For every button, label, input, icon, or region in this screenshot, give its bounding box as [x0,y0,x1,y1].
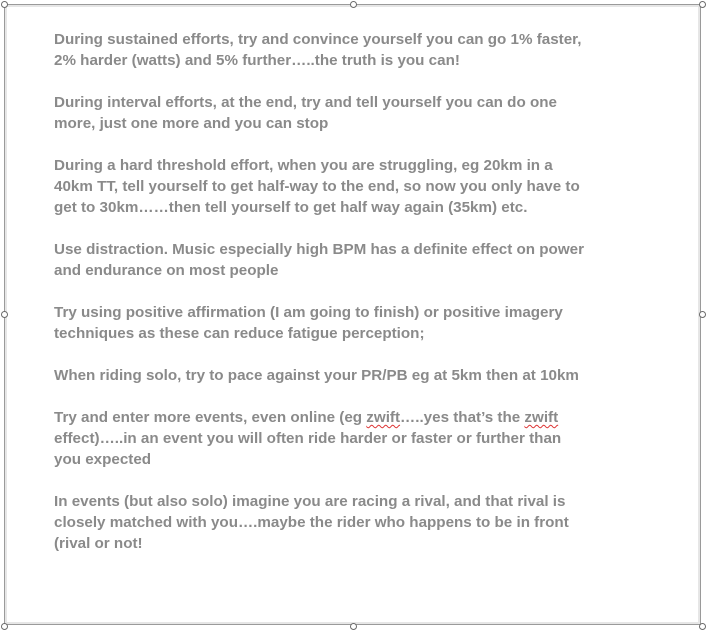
resize-handle-middle-left[interactable] [1,311,8,318]
paragraph-distraction: Use distraction. Music especially high BPM has a definite effect on power and endurance on most people [54,241,584,279]
resize-handle-top-left[interactable] [1,1,8,8]
paragraph-interval-efforts: During interval efforts, at the end, try and tell yourself you can do one more, just one more and you can stop [54,94,557,132]
events-text-part3: effect)…..in an event you will often ride harder or faster or further than you expected [54,430,562,468]
events-text-part1: Try and enter more events, even online (eg [54,409,367,426]
resize-handle-top-center[interactable] [350,1,357,8]
resize-handle-bottom-right[interactable] [699,623,706,630]
resize-handle-top-right[interactable] [699,1,706,8]
spellcheck-word-zwift-2[interactable]: zwift [524,409,559,426]
tips-text-content[interactable] [54,29,634,575]
paragraph-threshold-effort: During a hard threshold effort, when you are struggling, eg 20km in a 40km TT, tell yourself to get half-way to the end, so now you only have to get to 30km……then tell yourself to get half way again (35km) etc. [54,157,580,216]
resize-handle-bottom-left[interactable] [1,623,8,630]
spellcheck-word-zwift[interactable]: zwift [366,409,401,426]
resize-handle-middle-right[interactable] [699,311,706,318]
paragraph-racing-rival: In events (but also solo) imagine you are racing a rival, and that rival is closely matched with you….maybe the rider who happens to be in front (rival or not! [54,493,569,552]
paragraph-positive-affirmation: Try using positive affirmation (I am going to finish) or positive imagery techniques as these can reduce fatigue perception; [54,304,563,342]
resize-handle-bottom-center[interactable] [350,623,357,630]
paragraph-sustained-efforts: During sustained efforts, try and convince yourself you can go 1% faster, 2% harder (watts) and 5% further…..the truth is you can! [54,31,582,69]
paragraph-enter-events [54,407,634,470]
paragraph-riding-solo: When riding solo, try to pace against your PR/PB eg at 5km then at 10km [54,367,579,384]
events-text-part2: …..yes that’s the [400,409,525,426]
